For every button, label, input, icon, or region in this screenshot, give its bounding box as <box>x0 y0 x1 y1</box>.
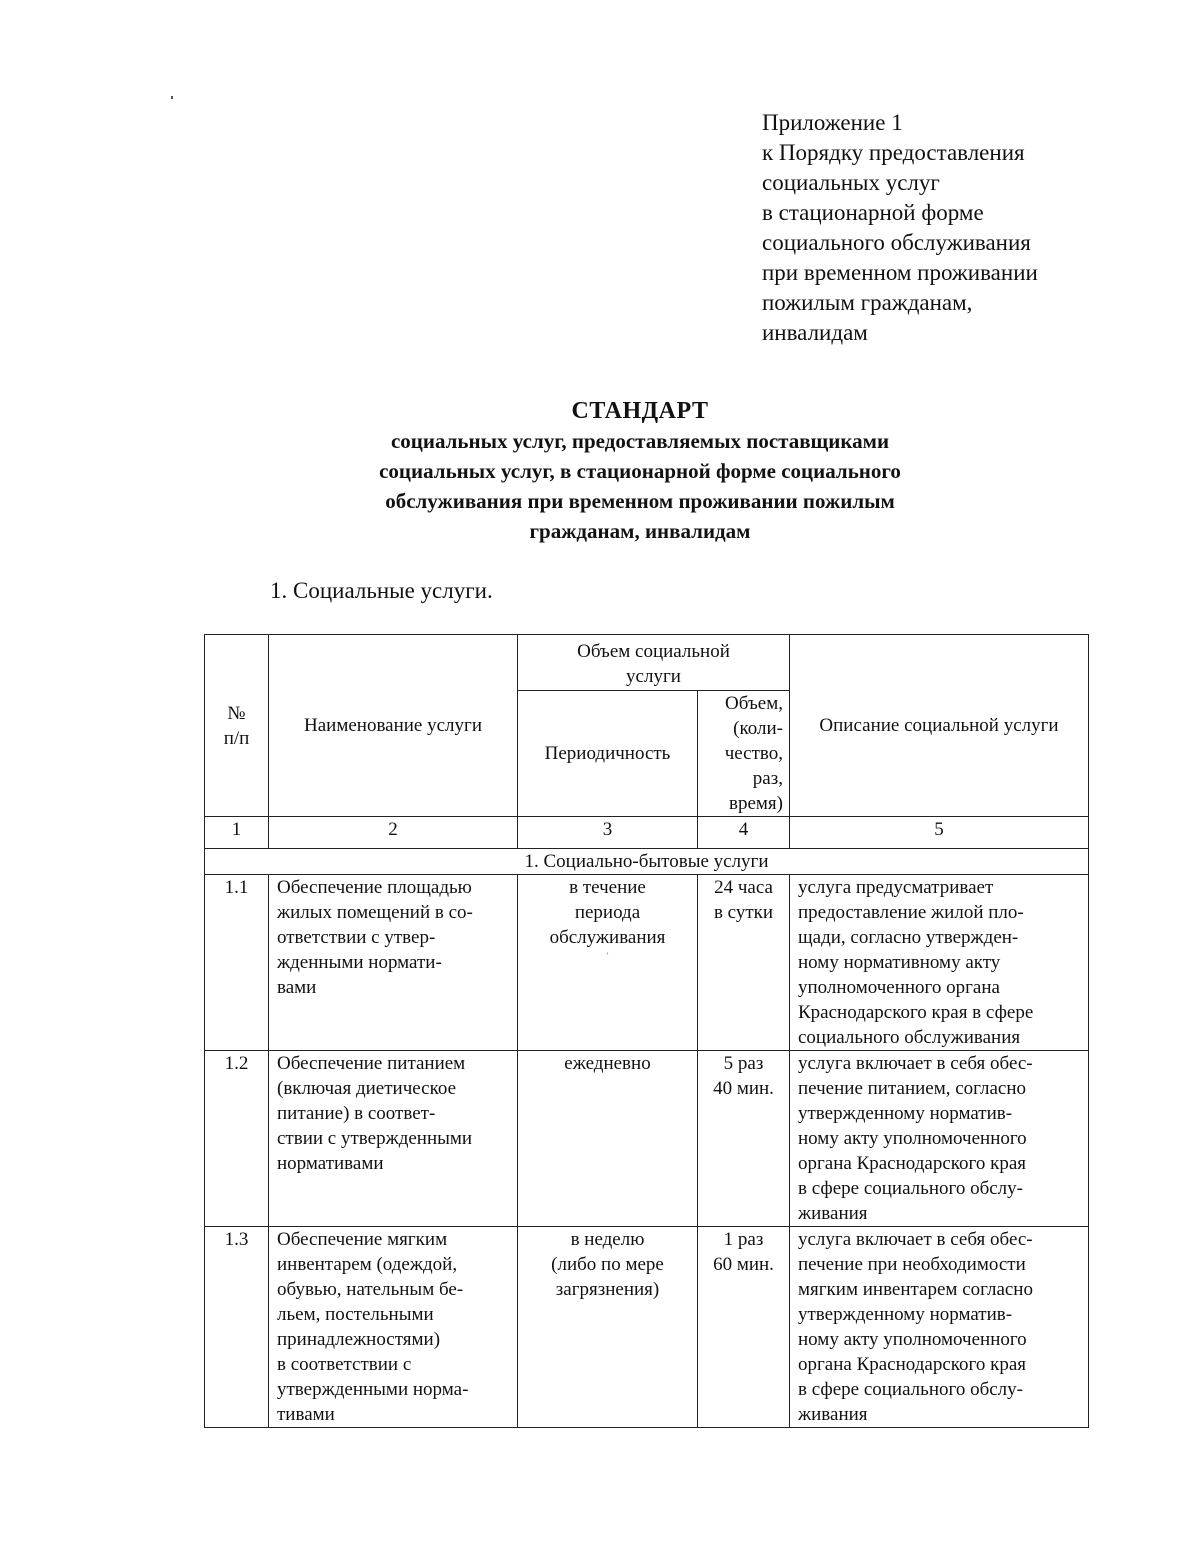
periodicity-line: обслуживания <box>549 927 666 948</box>
appendix-line: при временном проживании <box>762 260 1038 285</box>
header-description: Описание социальной услуги <box>790 635 1089 817</box>
header-volume-group <box>518 635 790 691</box>
service-name <box>269 1051 518 1227</box>
description-line: ному нормативному акту <box>798 952 1001 973</box>
header-name: Наименование услуги <box>269 635 518 817</box>
periodicity-line: в неделю <box>570 1229 645 1250</box>
appendix-line: к Порядку предоставления <box>762 140 1025 165</box>
appendix-line: пожилым гражданам, <box>762 290 973 315</box>
service-name-line: жденными нормати- <box>277 952 442 973</box>
description-line: органа Краснодарского края <box>798 1153 1027 1174</box>
amount-line: в сутки <box>713 902 774 923</box>
service-name-line: вами <box>277 977 317 998</box>
periodicity-line: периода <box>574 902 641 923</box>
service-amount <box>698 1051 790 1227</box>
table-row <box>205 875 1089 1051</box>
scan-speck-mark: ‘ <box>605 951 610 962</box>
header-volume-line: услуги <box>626 666 681 687</box>
header-amount-line: Объем, <box>725 693 783 714</box>
amount-line: 24 часа <box>714 877 773 898</box>
column-number: 5 <box>790 817 1089 849</box>
description-line: живания <box>798 1404 868 1425</box>
row-number: 1.2 <box>205 1051 269 1227</box>
description-line: ному акту уполномоченного <box>798 1329 1027 1350</box>
service-name-line: обувью, нательным бе- <box>277 1279 464 1300</box>
service-periodicity <box>518 875 698 1051</box>
section-heading: 1. Социальные услуги. <box>270 578 493 603</box>
header-num <box>205 635 269 817</box>
header-num-line: № <box>227 702 246 724</box>
appendix-line: Приложение 1 <box>762 110 903 135</box>
description-line: в сфере социального обслу- <box>798 1178 1023 1199</box>
service-name <box>269 875 518 1051</box>
title-sub-line: гражданам, инвалидам <box>529 519 751 543</box>
service-name-line: утвержденными норма- <box>277 1379 469 1400</box>
service-name-line: льем, постельными <box>277 1304 434 1325</box>
description-line: в сфере социального обслу- <box>798 1379 1023 1400</box>
service-name-line: принадлежностями) <box>277 1329 441 1350</box>
description-line: услуга включает в себя обес- <box>798 1053 1033 1074</box>
periodicity-line: (либо по мере <box>551 1254 664 1275</box>
service-name-line: жилых помещений в со- <box>277 902 473 923</box>
table-row <box>205 1227 1089 1428</box>
header-periodicity: Периодичность <box>518 691 698 817</box>
amount-line: 60 мин. <box>713 1254 774 1275</box>
description-line: утвержденному норматив- <box>798 1304 1013 1325</box>
amount-line: 1 раз <box>723 1229 764 1250</box>
group-title: 1. Социально-бытовые услуги <box>205 849 1089 875</box>
description-line: живания <box>798 1203 868 1224</box>
title-sub-line: обслуживания при временном проживании пожилым <box>385 489 895 513</box>
appendix-line: социальных услуг <box>762 170 940 195</box>
appendix-note <box>762 108 1182 348</box>
periodicity-line: ежедневно <box>564 1053 651 1074</box>
periodicity-line: загрязнения) <box>555 1279 660 1300</box>
header-amount-line: чество, <box>724 743 783 764</box>
service-name-line: в соответствии с <box>277 1354 412 1375</box>
description-line: утвержденному норматив- <box>798 1103 1013 1124</box>
description-line: услуга включает в себя обес- <box>798 1229 1033 1250</box>
title-main: СТАНДАРТ <box>571 398 709 424</box>
appendix-line: инвалидам <box>762 320 868 345</box>
amount-line: 5 раз <box>723 1053 764 1074</box>
description-line: органа Краснодарского края <box>798 1354 1027 1375</box>
title-sub-line: социальных услуг, в стационарной форме социального <box>379 459 901 483</box>
column-number-row <box>205 817 1089 849</box>
description-line: предоставление жилой пло- <box>798 902 1024 923</box>
appendix-line: социального обслуживания <box>762 230 1031 255</box>
service-name-line: инвентарем (одеждой, <box>277 1254 458 1275</box>
service-description <box>790 1051 1089 1227</box>
column-number: 1 <box>205 817 269 849</box>
service-name-line: Обеспечение мягким <box>277 1229 448 1250</box>
description-line: ному акту уполномоченного <box>798 1128 1027 1149</box>
description-line: Краснодарского края в сфере <box>798 1002 1034 1023</box>
document-title <box>250 396 1030 546</box>
description-line: мягким инвентарем согласно <box>798 1279 1033 1300</box>
service-name-line: Обеспечение площадью <box>277 877 472 898</box>
service-name-line: тивами <box>277 1404 335 1425</box>
description-line: услуга предусматривает <box>798 877 994 898</box>
header-row <box>205 635 1089 691</box>
title-subtitle <box>250 426 1030 546</box>
description-line: социального обслуживания <box>798 1027 1021 1048</box>
header-amount <box>698 691 790 817</box>
appendix-line: в стационарной форме <box>762 200 984 225</box>
header-num-line: п/п <box>223 727 250 749</box>
column-number: 2 <box>269 817 518 849</box>
service-name <box>269 1227 518 1428</box>
column-number: 4 <box>698 817 790 849</box>
header-amount-line: (коли- <box>733 718 783 739</box>
description-line: щади, согласно утвержден- <box>798 927 1019 948</box>
service-name-line: ответствии с утвер- <box>277 927 436 948</box>
service-name-line: ствии с утвержденными <box>277 1128 473 1149</box>
row-number: 1.1 <box>205 875 269 1051</box>
service-periodicity <box>518 1051 698 1227</box>
group-row <box>205 849 1089 875</box>
periodicity-line: в течение <box>569 877 646 898</box>
service-amount <box>698 875 790 1051</box>
service-name-line: (включая диетическое <box>277 1078 457 1099</box>
table-row <box>205 1051 1089 1227</box>
service-amount <box>698 1227 790 1428</box>
description-line: печение при необходимости <box>798 1254 1026 1275</box>
header-amount-line: время) <box>729 793 783 814</box>
service-periodicity <box>518 1227 698 1428</box>
description-line: уполномоченного органа <box>798 977 1000 998</box>
service-name-line: нормативами <box>277 1153 384 1174</box>
column-number: 3 <box>518 817 698 849</box>
row-number: 1.3 <box>205 1227 269 1428</box>
header-volume-line: Объем социальной <box>577 641 730 662</box>
service-description <box>790 875 1089 1051</box>
services-table <box>204 634 1089 1428</box>
amount-line: 40 мин. <box>713 1078 774 1099</box>
service-name-line: питание) в соответ- <box>277 1103 436 1124</box>
title-sub-line: социальных услуг, предоставляемых поставщиками <box>390 429 890 453</box>
header-amount-line: раз, <box>752 768 783 789</box>
service-description <box>790 1227 1089 1428</box>
description-line: печение питанием, согласно <box>798 1078 1027 1099</box>
scan-speck <box>171 96 173 99</box>
service-name-line: Обеспечение питанием <box>277 1053 466 1074</box>
